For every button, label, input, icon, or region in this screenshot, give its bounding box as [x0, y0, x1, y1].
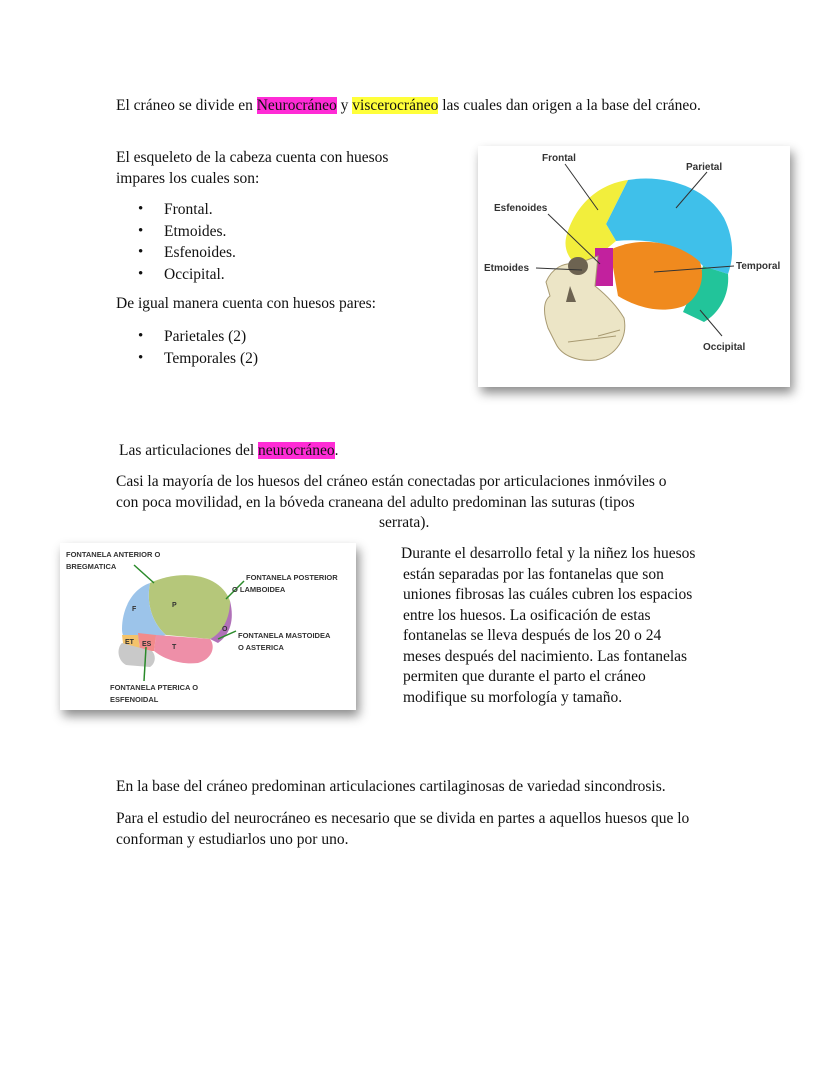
infant-skull-illustration: [60, 543, 356, 710]
pares-paragraph: De igual manera cuenta con huesos pares:: [116, 295, 376, 312]
fetal-line: están separadas por las fontanelas que son: [403, 565, 664, 583]
label-fontanela-anterior-2: BREGMATICA: [66, 562, 117, 571]
articulaciones-text: Las articulaciones del: [119, 442, 259, 459]
label-t: T: [172, 644, 177, 651]
fetal-line: meses después del nacimiento. Las fontanelas: [403, 647, 688, 665]
suturas-line-1: Casi la mayoría de los huesos del cráneo están conectadas por articulaciones inmóviles o: [116, 473, 667, 490]
fetal-paragraph: [403, 544, 723, 708]
label-fontanela-posterior-2: O LAMBOIDEA: [232, 585, 286, 594]
suturas-line-2: con poca movilidad, en la bóveda craneana del adulto predominan las suturas (tipos: [116, 494, 635, 511]
label-etmoides: Etmoides: [484, 263, 530, 274]
impares-paragraph: El esqueleto de la cabeza cuenta con huesos impares los cuales son:: [116, 149, 389, 187]
label-fontanela-pterica-1: FONTANELA PTERICA O: [110, 683, 199, 692]
fetal-line: uniones fibrosas las cuáles cubren los espacios: [403, 586, 693, 603]
label-o: O: [222, 626, 228, 633]
intro-text-start: El cráneo se divide en: [116, 97, 257, 114]
label-fontanela-anterior-1: FONTANELA ANTERIOR O: [66, 550, 161, 559]
suturas-line-3: serrata).: [379, 514, 430, 531]
intro-text-end: las cuales dan origen a la base del cráneo.: [438, 97, 701, 114]
highlight-neurocraneo: Neurocráneo: [256, 97, 337, 114]
label-es: ES: [142, 641, 152, 648]
pares-list: [116, 326, 376, 369]
list-item: • Occipital.: [116, 264, 376, 286]
base-paragraph: En la base del cráneo predominan articulaciones cartilaginosas de variedad sincondrosis.: [116, 778, 666, 795]
label-p: P: [172, 602, 177, 609]
skull-illustration: [478, 146, 790, 387]
label-temporal: Temporal: [736, 261, 781, 272]
fetal-line: modifique su morfología y tamaño.: [403, 688, 623, 706]
list-item: • Frontal.: [116, 199, 376, 221]
temporal-region: [154, 635, 213, 663]
label-occipital: Occipital: [703, 342, 746, 353]
parietal-region: [149, 575, 230, 639]
estudio-paragraph: Para el estudio del neurocráneo es necesario que se divida en partes a aquellos huesos que lo conforman y estudiarlos uno por uno.: [116, 810, 690, 848]
highlight-neurocraneo-2: neurocráneo: [258, 442, 335, 459]
intro-text-and: y: [336, 97, 353, 114]
articulaciones-heading: [119, 441, 519, 462]
label-parietal: Parietal: [686, 162, 723, 173]
label-fontanela-pterica-2: ESFENOIDAL: [110, 695, 159, 704]
fetal-line: permiten que durante el parto el cráneo: [403, 668, 646, 685]
intro-paragraph: [116, 96, 701, 117]
list-item: • Etmoides.: [116, 221, 376, 243]
list-item: • Esfenoides.: [116, 242, 376, 264]
skull-bones-figure: [478, 146, 790, 387]
fetal-line: entre los huesos. La osificación de estas: [403, 606, 651, 624]
label-fontanela-posterior-1: FONTANELA POSTERIOR: [246, 573, 338, 582]
label-f: F: [132, 606, 137, 613]
list-item: • Temporales (2): [116, 348, 376, 370]
highlight-viscerocraneo: viscerocráneo: [352, 97, 439, 114]
label-esfenoides: Esfenoides: [494, 203, 548, 214]
fetal-line: Durante el desarrollo fetal y la niñez los huesos: [401, 545, 696, 562]
label-frontal: Frontal: [542, 153, 576, 164]
sphenoid-bone: [595, 248, 613, 286]
fetal-line: fontanelas se lleva después de los 20 o 24: [403, 627, 662, 644]
list-item: • Parietales (2): [116, 326, 376, 348]
impares-list: [116, 199, 376, 285]
label-fontanela-mastoidea-1: FONTANELA MASTOIDEA: [238, 631, 331, 640]
label-et: ET: [125, 639, 134, 646]
articulaciones-period: .: [334, 442, 339, 459]
label-fontanela-mastoidea-2: O ASTERICA: [238, 643, 284, 652]
fontanel-figure: [60, 543, 356, 710]
